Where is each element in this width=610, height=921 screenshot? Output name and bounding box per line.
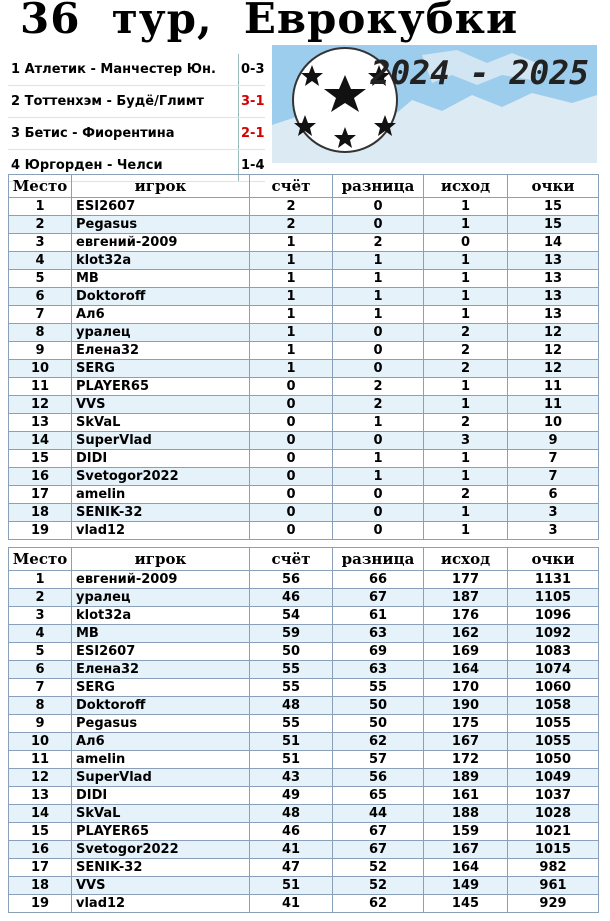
score-cell: 51 (250, 733, 333, 751)
player-cell: SERG (72, 360, 250, 378)
points-cell: 1060 (508, 679, 599, 697)
score-cell: 48 (250, 805, 333, 823)
place-cell: 3 (9, 607, 72, 625)
score-cell: 2 (250, 198, 333, 216)
points-cell: 1058 (508, 697, 599, 715)
difference-cell: 0 (333, 216, 424, 234)
points-cell: 961 (508, 877, 599, 895)
score-cell: 41 (250, 895, 333, 913)
place-cell: 7 (9, 679, 72, 697)
euro-cups-banner (272, 45, 597, 163)
place-cell: 18 (9, 504, 72, 522)
season-year: 2024 - 2025 (370, 53, 589, 92)
score-cell: 55 (250, 661, 333, 679)
outcome-cell: 172 (424, 751, 508, 769)
difference-cell: 1 (333, 414, 424, 432)
difference-header: разница (333, 548, 424, 571)
outcome-cell: 161 (424, 787, 508, 805)
standings-table (8, 547, 599, 913)
table-row (9, 679, 599, 697)
match-label: 1 Атлетик - Манчестер Юн. (8, 54, 239, 86)
points-cell: 15 (508, 216, 599, 234)
score-cell: 43 (250, 769, 333, 787)
difference-cell: 0 (333, 522, 424, 540)
place-cell: 14 (9, 805, 72, 823)
player-cell: amelin (72, 751, 250, 769)
match-row (8, 86, 265, 118)
player-cell: SkVaL (72, 805, 250, 823)
table-row (9, 324, 599, 342)
outcome-cell: 175 (424, 715, 508, 733)
points-cell: 13 (508, 288, 599, 306)
player-cell: SERG (72, 679, 250, 697)
player-cell: amelin (72, 486, 250, 504)
outcome-cell: 176 (424, 607, 508, 625)
table-row (9, 715, 599, 733)
table-row (9, 306, 599, 324)
score-cell: 47 (250, 859, 333, 877)
points-cell: 6 (508, 486, 599, 504)
difference-cell: 1 (333, 468, 424, 486)
player-cell: Pegasus (72, 216, 250, 234)
points-cell: 1050 (508, 751, 599, 769)
place-cell: 15 (9, 450, 72, 468)
outcome-cell: 1 (424, 216, 508, 234)
difference-cell: 56 (333, 769, 424, 787)
place-cell: 1 (9, 198, 72, 216)
score-cell: 1 (250, 234, 333, 252)
difference-cell: 44 (333, 805, 424, 823)
table-row (9, 895, 599, 913)
player-cell: Елена32 (72, 342, 250, 360)
score-cell: 0 (250, 378, 333, 396)
outcome-cell: 2 (424, 486, 508, 504)
player-cell: евгений-2009 (72, 571, 250, 589)
difference-cell: 1 (333, 306, 424, 324)
difference-cell: 2 (333, 378, 424, 396)
points-cell: 1074 (508, 661, 599, 679)
player-cell: Ал6 (72, 306, 250, 324)
points-cell: 3 (508, 504, 599, 522)
difference-cell: 1 (333, 252, 424, 270)
place-cell: 11 (9, 378, 72, 396)
points-cell: 1055 (508, 715, 599, 733)
score-cell: 0 (250, 486, 333, 504)
difference-cell: 69 (333, 643, 424, 661)
outcome-cell: 145 (424, 895, 508, 913)
table-row (9, 751, 599, 769)
place-cell: 4 (9, 252, 72, 270)
score-cell: 46 (250, 823, 333, 841)
points-header: очки (508, 548, 599, 571)
place-header: Место (9, 548, 72, 571)
place-cell: 12 (9, 396, 72, 414)
points-cell: 1028 (508, 805, 599, 823)
match-row (8, 54, 265, 86)
player-cell: PLAYER65 (72, 378, 250, 396)
table-row (9, 625, 599, 643)
match-label: 2 Тоттенхэм - Будё/Глимт (8, 86, 239, 118)
place-cell: 5 (9, 270, 72, 288)
match-score: 3-1 (239, 86, 266, 118)
place-cell: 15 (9, 823, 72, 841)
place-cell: 5 (9, 643, 72, 661)
table-row (9, 468, 599, 486)
score-cell: 59 (250, 625, 333, 643)
table-row (9, 450, 599, 468)
difference-cell: 0 (333, 342, 424, 360)
outcome-cell: 1 (424, 270, 508, 288)
table-row (9, 414, 599, 432)
outcome-cell: 1 (424, 468, 508, 486)
place-cell: 2 (9, 589, 72, 607)
match-score: 2-1 (239, 118, 266, 150)
place-cell: 16 (9, 468, 72, 486)
difference-cell: 63 (333, 625, 424, 643)
table-row (9, 216, 599, 234)
place-cell: 6 (9, 661, 72, 679)
matches-list (8, 54, 265, 182)
match-score: 1-4 (239, 150, 266, 182)
difference-cell: 0 (333, 324, 424, 342)
place-cell: 19 (9, 522, 72, 540)
table-row (9, 877, 599, 895)
table-row (9, 234, 599, 252)
player-cell: Елена32 (72, 661, 250, 679)
table-row (9, 252, 599, 270)
table-row (9, 859, 599, 877)
points-cell: 3 (508, 522, 599, 540)
outcome-cell: 167 (424, 841, 508, 859)
place-cell: 8 (9, 697, 72, 715)
points-cell: 14 (508, 234, 599, 252)
difference-cell: 0 (333, 360, 424, 378)
score-cell: 0 (250, 432, 333, 450)
difference-cell: 52 (333, 877, 424, 895)
points-cell: 13 (508, 270, 599, 288)
score-cell: 55 (250, 715, 333, 733)
score-cell: 1 (250, 306, 333, 324)
table-row (9, 198, 599, 216)
difference-cell: 52 (333, 859, 424, 877)
table-row (9, 733, 599, 751)
place-cell: 2 (9, 216, 72, 234)
points-cell: 11 (508, 378, 599, 396)
place-cell: 3 (9, 234, 72, 252)
points-cell: 12 (508, 342, 599, 360)
points-cell: 1131 (508, 571, 599, 589)
difference-cell: 50 (333, 697, 424, 715)
difference-header: разница (333, 175, 424, 198)
player-cell: Pegasus (72, 715, 250, 733)
table-row (9, 270, 599, 288)
place-cell: 10 (9, 360, 72, 378)
points-cell: 1096 (508, 607, 599, 625)
match-score: 0-3 (239, 54, 266, 86)
score-cell: 1 (250, 360, 333, 378)
table-row (9, 396, 599, 414)
score-cell: 1 (250, 288, 333, 306)
points-cell: 9 (508, 432, 599, 450)
player-cell: vlad12 (72, 522, 250, 540)
score-header: счёт (250, 548, 333, 571)
score-cell: 49 (250, 787, 333, 805)
outcome-cell: 2 (424, 414, 508, 432)
difference-cell: 63 (333, 661, 424, 679)
points-cell: 7 (508, 468, 599, 486)
score-header: счёт (250, 175, 333, 198)
points-header: очки (508, 175, 599, 198)
difference-cell: 61 (333, 607, 424, 625)
outcome-cell: 187 (424, 589, 508, 607)
outcome-cell: 1 (424, 198, 508, 216)
place-cell: 8 (9, 324, 72, 342)
difference-cell: 50 (333, 715, 424, 733)
score-cell: 1 (250, 324, 333, 342)
outcome-cell: 177 (424, 571, 508, 589)
score-cell: 0 (250, 468, 333, 486)
player-cell: SENIK-32 (72, 504, 250, 522)
player-cell: klot32a (72, 607, 250, 625)
points-cell: 11 (508, 396, 599, 414)
outcome-cell: 149 (424, 877, 508, 895)
table-row (9, 486, 599, 504)
score-cell: 48 (250, 697, 333, 715)
outcome-cell: 2 (424, 342, 508, 360)
player-cell: DIDI (72, 787, 250, 805)
outcome-cell: 1 (424, 306, 508, 324)
difference-cell: 55 (333, 679, 424, 697)
points-cell: 10 (508, 414, 599, 432)
score-cell: 50 (250, 643, 333, 661)
outcome-cell: 170 (424, 679, 508, 697)
outcome-cell: 1 (424, 378, 508, 396)
place-header: Место (9, 175, 72, 198)
player-cell: уралец (72, 589, 250, 607)
points-cell: 1055 (508, 733, 599, 751)
difference-cell: 0 (333, 504, 424, 522)
place-cell: 7 (9, 306, 72, 324)
outcome-cell: 1 (424, 522, 508, 540)
outcome-cell: 0 (424, 234, 508, 252)
points-cell: 1105 (508, 589, 599, 607)
difference-cell: 2 (333, 234, 424, 252)
player-cell: Doktoroff (72, 697, 250, 715)
place-cell: 16 (9, 841, 72, 859)
points-cell: 13 (508, 252, 599, 270)
table-row (9, 823, 599, 841)
place-cell: 13 (9, 787, 72, 805)
round-results-table (8, 174, 599, 540)
points-cell: 929 (508, 895, 599, 913)
outcome-cell: 162 (424, 625, 508, 643)
page-title: 36 тур, Еврокубки (20, 0, 519, 43)
outcome-cell: 164 (424, 661, 508, 679)
difference-cell: 1 (333, 450, 424, 468)
player-header: игрок (72, 548, 250, 571)
table-row (9, 607, 599, 625)
difference-cell: 67 (333, 823, 424, 841)
place-cell: 9 (9, 342, 72, 360)
score-cell: 0 (250, 396, 333, 414)
points-cell: 13 (508, 306, 599, 324)
score-cell: 1 (250, 342, 333, 360)
points-cell: 15 (508, 198, 599, 216)
place-cell: 4 (9, 625, 72, 643)
table-row (9, 697, 599, 715)
table-row (9, 378, 599, 396)
score-cell: 1 (250, 270, 333, 288)
score-cell: 2 (250, 216, 333, 234)
points-cell: 1015 (508, 841, 599, 859)
difference-cell: 0 (333, 198, 424, 216)
table-row (9, 504, 599, 522)
player-cell: DIDI (72, 450, 250, 468)
points-cell: 1049 (508, 769, 599, 787)
score-cell: 0 (250, 450, 333, 468)
difference-cell: 66 (333, 571, 424, 589)
table-row (9, 571, 599, 589)
points-cell: 1083 (508, 643, 599, 661)
score-cell: 46 (250, 589, 333, 607)
player-cell: SkVaL (72, 414, 250, 432)
points-cell: 1092 (508, 625, 599, 643)
points-cell: 12 (508, 324, 599, 342)
outcome-cell: 159 (424, 823, 508, 841)
table-row (9, 522, 599, 540)
player-cell: SENIK-32 (72, 859, 250, 877)
score-cell: 0 (250, 504, 333, 522)
points-cell: 1021 (508, 823, 599, 841)
outcome-cell: 2 (424, 360, 508, 378)
outcome-cell: 1 (424, 396, 508, 414)
place-cell: 11 (9, 751, 72, 769)
outcome-cell: 164 (424, 859, 508, 877)
score-cell: 1 (250, 252, 333, 270)
difference-cell: 1 (333, 288, 424, 306)
table-row (9, 589, 599, 607)
score-cell: 0 (250, 522, 333, 540)
difference-cell: 57 (333, 751, 424, 769)
player-cell: евгений-2009 (72, 234, 250, 252)
player-cell: PLAYER65 (72, 823, 250, 841)
place-cell: 6 (9, 288, 72, 306)
table-row (9, 769, 599, 787)
player-cell: MB (72, 625, 250, 643)
outcome-cell: 2 (424, 324, 508, 342)
outcome-cell: 1 (424, 504, 508, 522)
place-cell: 19 (9, 895, 72, 913)
points-cell: 12 (508, 360, 599, 378)
score-cell: 55 (250, 679, 333, 697)
table-row (9, 661, 599, 679)
score-cell: 51 (250, 877, 333, 895)
player-header: игрок (72, 175, 250, 198)
place-cell: 14 (9, 432, 72, 450)
player-cell: Doktoroff (72, 288, 250, 306)
table-row (9, 288, 599, 306)
difference-cell: 62 (333, 895, 424, 913)
table-row (9, 360, 599, 378)
difference-cell: 67 (333, 589, 424, 607)
score-cell: 0 (250, 414, 333, 432)
difference-cell: 62 (333, 733, 424, 751)
player-cell: SuperVlad (72, 432, 250, 450)
table-row (9, 841, 599, 859)
points-cell: 982 (508, 859, 599, 877)
table-row (9, 342, 599, 360)
outcome-cell: 169 (424, 643, 508, 661)
outcome-header: исход (424, 548, 508, 571)
player-cell: Ал6 (72, 733, 250, 751)
player-cell: klot32a (72, 252, 250, 270)
table-row (9, 643, 599, 661)
difference-cell: 0 (333, 432, 424, 450)
place-cell: 1 (9, 571, 72, 589)
outcome-cell: 190 (424, 697, 508, 715)
table-row (9, 787, 599, 805)
match-label: 3 Бетис - Фиорентина (8, 118, 239, 150)
score-cell: 54 (250, 607, 333, 625)
points-cell: 1037 (508, 787, 599, 805)
match-label: 4 Юргорден - Челси (8, 150, 239, 182)
match-row (8, 118, 265, 150)
outcome-cell: 1 (424, 288, 508, 306)
score-cell: 41 (250, 841, 333, 859)
player-cell: Svetogor2022 (72, 841, 250, 859)
player-cell: VVS (72, 877, 250, 895)
difference-cell: 1 (333, 270, 424, 288)
player-cell: уралец (72, 324, 250, 342)
outcome-cell: 3 (424, 432, 508, 450)
table-row (9, 805, 599, 823)
player-cell: SuperVlad (72, 769, 250, 787)
difference-cell: 2 (333, 396, 424, 414)
place-cell: 9 (9, 715, 72, 733)
difference-cell: 65 (333, 787, 424, 805)
outcome-cell: 167 (424, 733, 508, 751)
score-cell: 56 (250, 571, 333, 589)
place-cell: 17 (9, 486, 72, 504)
player-cell: ESI2607 (72, 198, 250, 216)
table-row (9, 432, 599, 450)
outcome-cell: 189 (424, 769, 508, 787)
points-cell: 7 (508, 450, 599, 468)
player-cell: ESI2607 (72, 643, 250, 661)
score-cell: 51 (250, 751, 333, 769)
player-cell: VVS (72, 396, 250, 414)
player-cell: vlad12 (72, 895, 250, 913)
player-cell: MB (72, 270, 250, 288)
difference-cell: 67 (333, 841, 424, 859)
place-cell: 12 (9, 769, 72, 787)
outcome-cell: 188 (424, 805, 508, 823)
place-cell: 17 (9, 859, 72, 877)
outcome-cell: 1 (424, 450, 508, 468)
place-cell: 10 (9, 733, 72, 751)
difference-cell: 0 (333, 486, 424, 504)
place-cell: 18 (9, 877, 72, 895)
outcome-cell: 1 (424, 252, 508, 270)
outcome-header: исход (424, 175, 508, 198)
player-cell: Svetogor2022 (72, 468, 250, 486)
place-cell: 13 (9, 414, 72, 432)
